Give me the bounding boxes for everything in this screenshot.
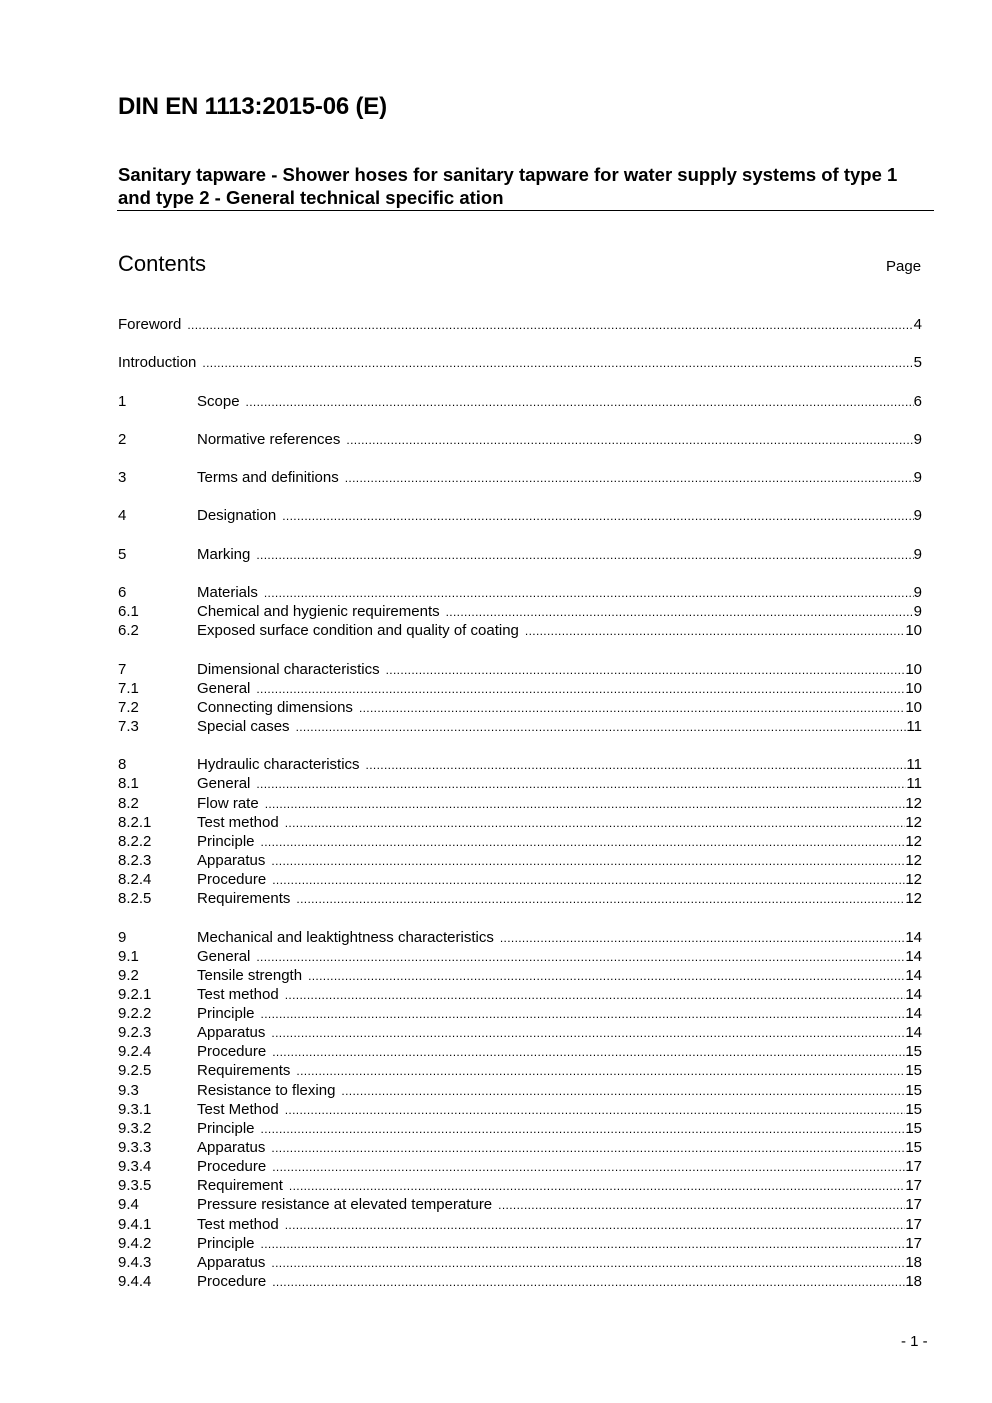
- toc-entry-page: 6: [913, 392, 922, 410]
- toc-entry-line: [197, 506, 922, 526]
- toc-entry-page: 14: [905, 947, 922, 965]
- toc-entry-line: [197, 583, 922, 603]
- toc-entry-line: [197, 813, 922, 833]
- dot-leader: [285, 986, 906, 1005]
- toc-entry-page: 12: [905, 832, 922, 850]
- dot-leader: [285, 1216, 906, 1235]
- toc-entry-label: Requirements: [197, 890, 291, 908]
- toc-entry-number: 8.2: [118, 794, 139, 812]
- toc-entry-label: Test method: [197, 985, 279, 1003]
- toc-entry-line: [197, 1253, 922, 1273]
- dot-leader: [296, 890, 905, 909]
- toc-entry-line: [197, 545, 922, 565]
- toc-entry-line: [197, 794, 922, 814]
- toc-entry-number: 8.2.3: [118, 851, 152, 869]
- toc-entry-label: Tensile strength: [197, 966, 303, 984]
- toc-entry-page: 12: [905, 890, 922, 908]
- toc-entry-label: Apparatus: [197, 1024, 266, 1042]
- toc-entry[interactable]: [118, 1061, 922, 1080]
- toc-entry-number: 1: [118, 392, 127, 410]
- toc-entry-page: 11: [906, 775, 922, 793]
- dot-leader: [261, 833, 906, 852]
- toc-entry[interactable]: [118, 430, 922, 449]
- toc-entry[interactable]: [118, 851, 922, 870]
- toc-entry[interactable]: [118, 1023, 922, 1042]
- toc-entry-line: [197, 698, 922, 718]
- toc-entry-page: 14: [905, 985, 922, 1003]
- toc-entry-line: [197, 660, 922, 680]
- toc-entry-page: 14: [905, 966, 922, 984]
- toc-entry-line: [197, 1195, 922, 1215]
- dot-leader: [256, 546, 913, 565]
- toc-entry-label: General: [197, 947, 251, 965]
- toc-entry-page: 10: [905, 679, 922, 697]
- toc-entry-number: 9.4: [118, 1196, 139, 1214]
- toc-entry[interactable]: [118, 1119, 922, 1138]
- toc-entry-line: [197, 832, 922, 852]
- toc-entry-line: [197, 985, 922, 1005]
- toc-entry-label: Principle: [197, 1005, 255, 1023]
- toc-entry-label: General: [197, 775, 251, 793]
- toc-entry[interactable]: [118, 947, 922, 966]
- toc-entry[interactable]: [118, 545, 922, 564]
- toc-entry-label: Connecting dimensions: [197, 698, 353, 716]
- toc-entry-page: 15: [905, 1119, 922, 1137]
- toc-entry-number: 9.2.4: [118, 1043, 152, 1061]
- toc-entry-line: [197, 717, 922, 737]
- toc-entry-page: 15: [905, 1139, 922, 1157]
- toc-entry-number: 8.2.1: [118, 813, 152, 831]
- toc-entry-number: 9.2.2: [118, 1005, 152, 1023]
- toc-entry-page: 12: [905, 813, 922, 831]
- toc-entry[interactable]: [118, 468, 922, 487]
- toc-entry-line: [197, 1081, 922, 1101]
- toc-entry-number: 9.2.5: [118, 1062, 152, 1080]
- toc-entry-page: 4: [913, 316, 922, 333]
- toc-entry-page: 5: [913, 354, 922, 372]
- dot-leader: [296, 1062, 905, 1081]
- toc-entry-page: 9: [913, 545, 922, 563]
- dot-leader: [271, 852, 905, 871]
- toc-entry-page: 17: [905, 1158, 922, 1176]
- toc-entry-line: [197, 1157, 922, 1177]
- toc-entry-page: 9: [913, 507, 922, 525]
- toc-entry-page: 15: [905, 1100, 922, 1118]
- toc-entry-number: 6.2: [118, 622, 139, 640]
- title-divider: [117, 210, 934, 211]
- toc-entry-label: Requirement: [197, 1177, 283, 1195]
- toc-entry-line: [197, 1176, 922, 1196]
- toc-entry-number: 8.2.5: [118, 890, 152, 908]
- toc-entry-label: Chemical and hygienic requirements: [197, 603, 440, 621]
- toc-entry-page: 12: [905, 794, 922, 812]
- toc-entry-page: 9: [913, 469, 922, 487]
- toc-entry-label: Resistance to flexing: [197, 1081, 336, 1099]
- dot-leader: [282, 507, 913, 526]
- page-number: - 1 -: [901, 1333, 928, 1350]
- dot-leader: [261, 1005, 906, 1024]
- toc-entry-number: 9: [118, 928, 127, 946]
- toc-entry-number: 3: [118, 469, 127, 487]
- page-column-heading: Page: [886, 258, 922, 275]
- dot-leader: [359, 699, 905, 718]
- dot-leader: [202, 354, 913, 373]
- toc-entry-line: [118, 353, 922, 373]
- toc-entry-number: 9.3.3: [118, 1139, 152, 1157]
- dot-leader: [246, 393, 914, 412]
- toc-entry-number: 9.3.4: [118, 1158, 152, 1176]
- dot-leader: [272, 871, 905, 890]
- toc-entry-label: Principle: [197, 1119, 255, 1137]
- toc-entry-label: Special cases: [197, 717, 290, 735]
- dot-leader: [272, 1158, 905, 1177]
- toc-entry[interactable]: [118, 353, 922, 372]
- dot-leader: [289, 1177, 905, 1196]
- toc-entry-page: 11: [906, 756, 922, 774]
- toc-entry-line: [197, 602, 922, 622]
- toc-entry-number: 9.2: [118, 966, 139, 984]
- toc-entry[interactable]: [118, 392, 922, 411]
- toc-entry-label: Mechanical and leaktightness characteristics: [197, 928, 494, 946]
- toc-entry-number: 9.2.3: [118, 1024, 152, 1042]
- toc-entry-line: [197, 928, 922, 948]
- dot-leader: [525, 622, 905, 641]
- toc-entry[interactable]: [118, 1042, 922, 1061]
- toc-entry[interactable]: [118, 698, 922, 717]
- toc-entry[interactable]: [118, 1004, 922, 1023]
- toc-entry-label: Terms and definitions: [197, 469, 339, 487]
- toc-entry-label: Normative references: [197, 430, 341, 448]
- toc-entry-number: 9.4.4: [118, 1273, 152, 1291]
- dot-leader: [271, 1139, 905, 1158]
- toc-entry-line: [197, 870, 922, 890]
- toc-entry-page: 11: [906, 717, 922, 735]
- toc-entry-number: 7.2: [118, 698, 139, 716]
- toc-entry-page: 12: [905, 851, 922, 869]
- toc-entry-label: Marking: [197, 545, 251, 563]
- toc-entry[interactable]: [118, 985, 922, 1004]
- toc-entry[interactable]: [118, 1272, 922, 1291]
- toc-entry-label: Dimensional characteristics: [197, 660, 380, 678]
- toc-entry-number: 9.2.1: [118, 985, 152, 1003]
- toc-entry-line: [197, 1100, 922, 1120]
- toc-entry-number: 6: [118, 583, 127, 601]
- toc-entry-label: Scope: [197, 392, 240, 410]
- toc-entry-label: Materials: [197, 583, 258, 601]
- toc-entry[interactable]: [118, 1195, 922, 1214]
- toc-entry-line: [197, 679, 922, 699]
- toc-entry-label: Pressure resistance at elevated temperature: [197, 1196, 493, 1214]
- toc-entry-page: 17: [905, 1215, 922, 1233]
- toc-entry[interactable]: [118, 621, 922, 640]
- toc-entry-page: 17: [905, 1196, 922, 1214]
- toc-entry[interactable]: [118, 1081, 922, 1100]
- toc-entry-number: 2: [118, 430, 127, 448]
- toc-entry-page: 15: [905, 1043, 922, 1061]
- dot-leader: [341, 1082, 905, 1101]
- toc-entry[interactable]: [118, 870, 922, 889]
- toc-entry-line: [118, 315, 922, 335]
- toc-entry[interactable]: [118, 794, 922, 813]
- toc-entry-line: [197, 392, 922, 412]
- toc-entry-label: Test method: [197, 1215, 279, 1233]
- toc-entry-page: 17: [905, 1234, 922, 1252]
- dot-leader: [271, 1254, 905, 1273]
- toc-entry-number: 9.3.5: [118, 1177, 152, 1195]
- toc-entry-label: Procedure: [197, 1273, 267, 1291]
- toc-entry-line: [197, 1138, 922, 1158]
- toc-entry[interactable]: [118, 966, 922, 985]
- dot-leader: [498, 1196, 905, 1215]
- toc-entry-page: 9: [913, 430, 922, 448]
- dot-leader: [366, 756, 907, 775]
- toc-entry[interactable]: [118, 660, 922, 679]
- toc-entry-number: 4: [118, 507, 127, 525]
- toc-entry-number: 8.2.2: [118, 832, 152, 850]
- dot-leader: [271, 1024, 905, 1043]
- table-of-contents: [118, 315, 922, 1291]
- toc-entry-line: [197, 851, 922, 871]
- toc-entry[interactable]: [118, 774, 922, 793]
- dot-leader: [272, 1273, 905, 1292]
- contents-heading: Contents: [118, 251, 207, 276]
- toc-entry-number: 8: [118, 756, 127, 774]
- dot-leader: [386, 661, 906, 680]
- dot-leader: [446, 603, 914, 622]
- toc-entry-label: Procedure: [197, 1043, 267, 1061]
- toc-entry-label: Principle: [197, 832, 255, 850]
- toc-entry-label: Apparatus: [197, 851, 266, 869]
- toc-entry-line: [197, 1004, 922, 1024]
- toc-entry[interactable]: [118, 1253, 922, 1272]
- dot-leader: [285, 1101, 906, 1120]
- toc-entry-label: Test Method: [197, 1100, 279, 1118]
- toc-entry-page: 18: [905, 1273, 922, 1291]
- toc-entry-page: 10: [905, 660, 922, 678]
- toc-entry[interactable]: [118, 602, 922, 621]
- toc-entry-label: Foreword: [118, 316, 182, 333]
- toc-entry-page: 15: [905, 1081, 922, 1099]
- toc-entry-page: 14: [905, 1024, 922, 1042]
- document-title: DIN EN 1113:2015-06 (E): [118, 93, 387, 120]
- toc-entry-label: General: [197, 679, 251, 697]
- dot-leader: [296, 718, 907, 737]
- toc-entry[interactable]: [118, 1215, 922, 1234]
- toc-entry[interactable]: [118, 832, 922, 851]
- toc-entry[interactable]: [118, 889, 922, 908]
- toc-entry-label: Principle: [197, 1234, 255, 1252]
- toc-entry-label: Requirements: [197, 1062, 291, 1080]
- dot-leader: [264, 584, 914, 603]
- toc-entry-page: 9: [913, 603, 922, 621]
- toc-entry-line: [197, 1215, 922, 1235]
- toc-entry-line: [197, 1272, 922, 1292]
- toc-entry-line: [197, 468, 922, 488]
- dot-leader: [256, 680, 905, 699]
- toc-entry-number: 9.3.2: [118, 1119, 152, 1137]
- toc-entry-line: [197, 1023, 922, 1043]
- toc-entry-label: Designation: [197, 507, 277, 525]
- toc-entry-page: 12: [905, 871, 922, 889]
- toc-entry[interactable]: [118, 679, 922, 698]
- toc-entry[interactable]: [118, 315, 922, 334]
- toc-entry-page: 10: [905, 622, 922, 640]
- dot-leader: [272, 1043, 905, 1062]
- toc-entry-line: [197, 774, 922, 794]
- toc-entry-number: 9.3.1: [118, 1100, 152, 1118]
- toc-entry-line: [197, 889, 922, 909]
- toc-entry-label: Apparatus: [197, 1253, 266, 1271]
- toc-entry-page: 14: [905, 1005, 922, 1023]
- toc-entry[interactable]: [118, 1234, 922, 1253]
- toc-entry-line: [197, 1234, 922, 1254]
- toc-entry-line: [197, 1119, 922, 1139]
- dot-leader: [261, 1120, 906, 1139]
- toc-entry-number: 8.2.4: [118, 871, 152, 889]
- toc-entry-line: [197, 1042, 922, 1062]
- dot-leader: [346, 431, 913, 450]
- dot-leader: [308, 967, 905, 986]
- toc-entry-page: 17: [905, 1177, 922, 1195]
- toc-entry-page: 14: [905, 928, 922, 946]
- toc-entry-label: Apparatus: [197, 1139, 266, 1157]
- dot-leader: [500, 929, 905, 948]
- toc-entry-label: Flow rate: [197, 794, 259, 812]
- toc-entry-line: [197, 755, 922, 775]
- toc-entry[interactable]: [118, 755, 922, 774]
- toc-entry-page: 15: [905, 1062, 922, 1080]
- toc-entry-label: Procedure: [197, 871, 267, 889]
- toc-entry-number: 5: [118, 545, 127, 563]
- toc-entry[interactable]: [118, 813, 922, 832]
- toc-entry-page: 10: [905, 698, 922, 716]
- toc-entry-page: 18: [905, 1253, 922, 1271]
- toc-entry-number: 6.1: [118, 603, 139, 621]
- toc-entry[interactable]: [118, 717, 922, 736]
- toc-entry-number: 9.3: [118, 1081, 139, 1099]
- toc-entry-page: 9: [913, 583, 922, 601]
- toc-entry[interactable]: [118, 583, 922, 602]
- toc-entry-label: Exposed surface condition and quality of coating: [197, 622, 519, 640]
- toc-entry-line: [197, 947, 922, 967]
- toc-entry[interactable]: [118, 1138, 922, 1157]
- toc-entry-number: 9.4.2: [118, 1234, 152, 1252]
- toc-entry[interactable]: [118, 928, 922, 947]
- dot-leader: [261, 1235, 906, 1254]
- toc-entry-number: 8.1: [118, 775, 139, 793]
- toc-entry-number: 9.4.3: [118, 1253, 152, 1271]
- toc-entry-line: [197, 966, 922, 986]
- toc-entry-label: Test method: [197, 813, 279, 831]
- toc-entry-line: [197, 1061, 922, 1081]
- dot-leader: [256, 948, 905, 967]
- toc-entry[interactable]: [118, 506, 922, 525]
- toc-entry-line: [197, 430, 922, 450]
- dot-leader: [256, 775, 906, 794]
- toc-entry-number: 9.1: [118, 947, 139, 965]
- toc-entry-number: 7.1: [118, 679, 139, 697]
- dot-leader: [345, 469, 914, 488]
- toc-entry[interactable]: [118, 1100, 922, 1119]
- toc-entry-number: 7: [118, 660, 127, 678]
- document-subtitle: Sanitary tapware - Shower hoses for sanitary tapware for water supply systems of type 1 and type 2 - General technical specific ation: [118, 164, 898, 208]
- toc-entry-label: Introduction: [118, 354, 197, 372]
- dot-leader: [265, 795, 906, 814]
- toc-entry-line: [197, 621, 922, 641]
- toc-entry-label: Procedure: [197, 1158, 267, 1176]
- dot-leader: [285, 814, 906, 833]
- toc-entry-number: 7.3: [118, 717, 139, 735]
- toc-entry[interactable]: [118, 1157, 922, 1176]
- toc-entry-label: Hydraulic characteristics: [197, 756, 360, 774]
- dot-leader: [187, 316, 913, 335]
- toc-entry-number: 9.4.1: [118, 1215, 152, 1233]
- toc-entry[interactable]: [118, 1176, 922, 1195]
